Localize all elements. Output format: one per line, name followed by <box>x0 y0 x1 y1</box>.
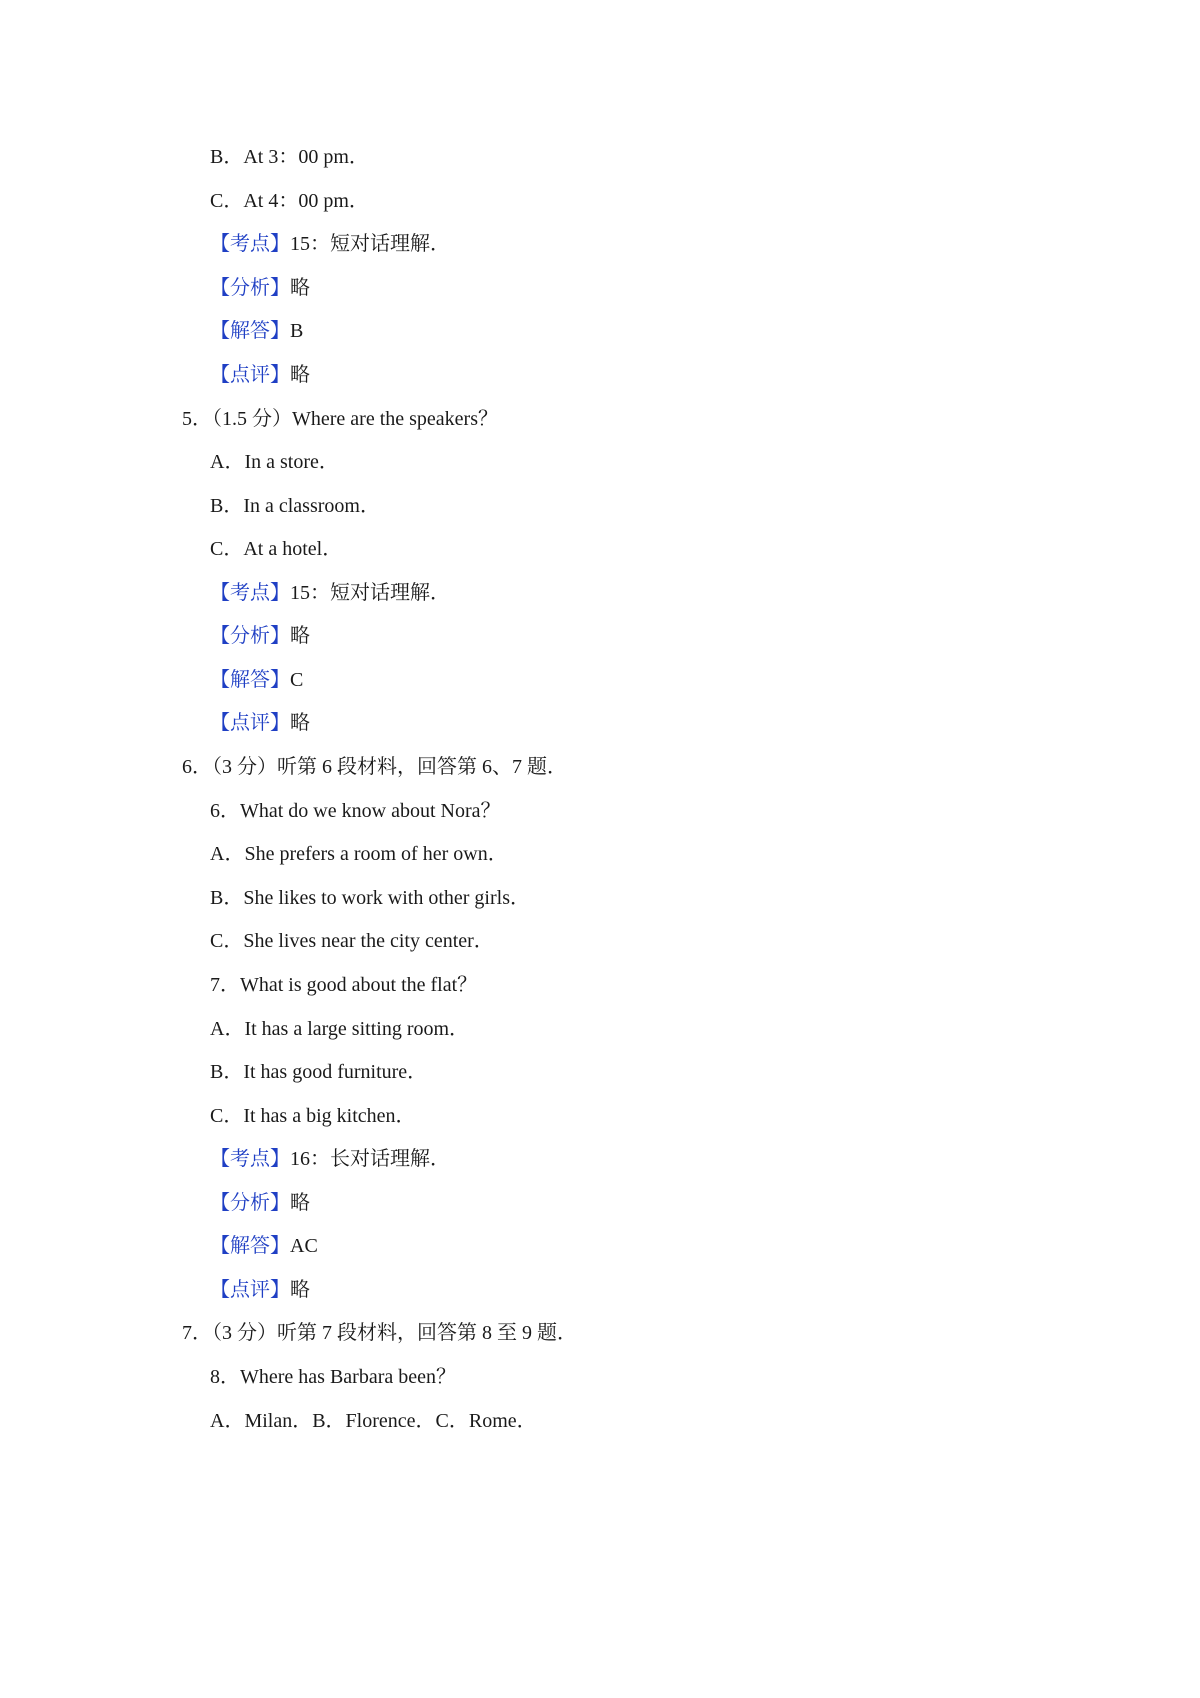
dianping-value: 略 <box>290 1279 310 1301</box>
fenxi-value: 略 <box>290 625 310 647</box>
q7-sub8-options: A．Milan．B．Florence．C．Rome． <box>210 1410 537 1432</box>
kaodian-tag: 【考点】 <box>210 582 290 604</box>
kaodian-value: 15：短对话理解． <box>290 582 450 604</box>
q5-dianping <box>210 709 310 737</box>
fenxi-tag: 【分析】 <box>210 625 290 647</box>
q6-jieda <box>210 1232 318 1260</box>
kaodian-tag: 【考点】 <box>210 1148 290 1170</box>
q6-sub6-option-c: C．She lives near the city center． <box>210 930 494 952</box>
fenxi-value: 略 <box>290 277 310 299</box>
q4-dianping <box>210 361 310 389</box>
q4-fenxi <box>210 274 310 302</box>
q5-option-b: B．In a classroom． <box>210 495 380 517</box>
q4-option-b: B．At 3：00 pm． <box>210 146 369 168</box>
q6-sub7-option-b: B．It has good furniture． <box>210 1061 428 1083</box>
q6-sub7-stem: 7．What is good about the flat？ <box>210 974 478 996</box>
q5-jieda <box>210 666 303 694</box>
dianping-tag: 【点评】 <box>210 364 290 386</box>
dianping-tag: 【点评】 <box>210 712 290 734</box>
q6-sub7-option-a: A．It has a large sitting room． <box>210 1018 470 1040</box>
q7-sub8-stem: 8．Where has Barbara been？ <box>210 1366 456 1388</box>
q6-fenxi <box>210 1189 310 1217</box>
kaodian-tag: 【考点】 <box>210 233 290 255</box>
q5-option-a: A．In a store． <box>210 451 339 473</box>
fenxi-tag: 【分析】 <box>210 277 290 299</box>
fenxi-tag: 【分析】 <box>210 1192 290 1214</box>
jieda-value: B <box>290 320 304 342</box>
q5-kaodian <box>210 579 450 607</box>
dianping-value: 略 <box>290 364 310 386</box>
kaodian-value: 15：短对话理解． <box>290 233 450 255</box>
jieda-tag: 【解答】 <box>210 1235 290 1257</box>
q6-dianping <box>210 1276 310 1304</box>
q6-stem: 6．（3 分）听第 6 段材料，回答第 6、7 题． <box>182 756 567 778</box>
dianping-tag: 【点评】 <box>210 1279 290 1301</box>
q5-option-c: C．At a hotel． <box>210 538 343 560</box>
q6-sub7-option-c: C．It has a big kitchen． <box>210 1105 416 1127</box>
kaodian-value: 16：长对话理解． <box>290 1148 450 1170</box>
jieda-tag: 【解答】 <box>210 320 290 342</box>
jieda-value: C <box>290 669 304 691</box>
dianping-value: 略 <box>290 712 310 734</box>
jieda-tag: 【解答】 <box>210 669 290 691</box>
q7-stem: 7．（3 分）听第 7 段材料，回答第 8 至 9 题． <box>182 1322 577 1344</box>
q4-option-c: C．At 4：00 pm． <box>210 190 369 212</box>
q5-fenxi <box>210 622 310 650</box>
q5-stem: 5．（1.5 分）Where are the speakers？ <box>182 408 498 430</box>
q6-sub6-stem: 6．What do we know about Nora？ <box>210 800 501 822</box>
q4-kaodian <box>210 230 450 258</box>
fenxi-value: 略 <box>290 1192 310 1214</box>
q6-kaodian <box>210 1145 450 1173</box>
q6-sub6-option-a: A．She prefers a room of her own． <box>210 843 508 865</box>
q4-jieda <box>210 317 303 345</box>
q6-sub6-option-b: B．She likes to work with other girls． <box>210 887 530 909</box>
jieda-value: AC <box>290 1235 318 1257</box>
